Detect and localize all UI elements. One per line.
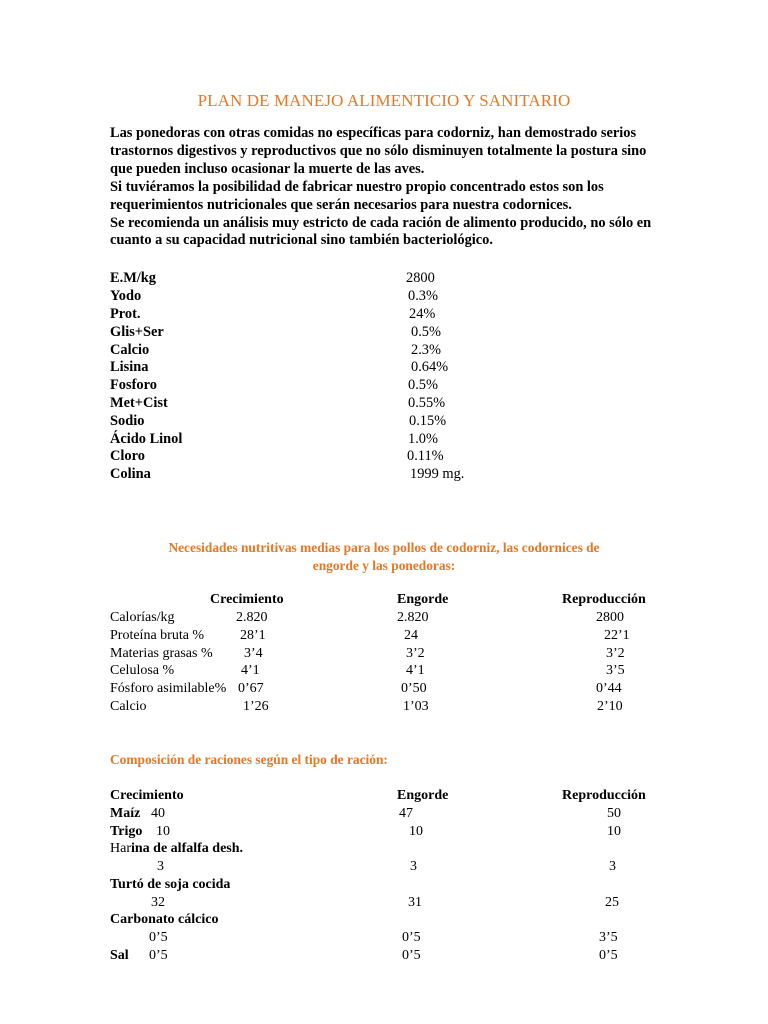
req-label-fosforo: Fosforo	[110, 377, 157, 393]
needs-heading-line1: Necesidades nutritivas medias para los pollos de codorniz, las codornices de	[168, 540, 600, 555]
req-label-lisina: Lisina	[110, 359, 149, 375]
req-label-glis: Glis+Ser	[110, 324, 164, 340]
page-title: PLAN DE MANEJO ALIMENTICIO Y SANITARIO	[197, 91, 571, 110]
req-label-cloro: Cloro	[110, 448, 145, 464]
comp-label-harina	[110, 841, 243, 857]
comp-label-carbonato: Carbonato cálcico	[110, 912, 219, 927]
req-value-lisina: 0.64%	[411, 359, 449, 375]
needs-cell: 0’67	[238, 681, 264, 696]
req-label-calcio: Calcio	[110, 342, 150, 358]
needs-cell: 2’10	[597, 699, 623, 714]
req-label-em: E.M/kg	[110, 270, 156, 286]
needs-cell: 22’1	[604, 628, 630, 643]
comp-cell: 0’5	[149, 930, 168, 945]
needs-cell: 1’03	[403, 699, 429, 714]
comp-cell: 0’5	[402, 948, 421, 963]
needs-cell: 28’1	[240, 628, 266, 643]
intro-paragraph-3: Se recomienda un análisis muy estricto de cada ración de alimento producido, no sólo en cuanto a su capacidad nutricional sino también bacteriológico.	[110, 214, 652, 249]
intro-text	[110, 125, 670, 250]
req-label-prot: Prot.	[110, 306, 141, 322]
needs-heading-line2: engorde y las ponedoras:	[312, 558, 456, 573]
req-value-metcist: 0.55%	[408, 395, 446, 411]
comp-cell: 0’5	[599, 948, 618, 963]
intro-paragraph-2: Si tuviéramos la posibilidad de fabricar nuestro propio concentrado estos son los requerimientos nutricionales que serán necesarios para nuestra codornices.	[110, 178, 604, 213]
comp-header-crecimiento: Crecimiento	[110, 788, 184, 803]
req-value-em: 2800	[406, 270, 435, 286]
req-value-yodo: 0.3%	[408, 288, 438, 304]
comp-label-sal: Sal	[110, 948, 129, 963]
comp-cell: 3	[157, 859, 164, 874]
comp-cell: 10	[607, 824, 621, 839]
comp-cell: 3	[410, 859, 417, 874]
comp-cell: 25	[605, 895, 619, 910]
req-value-colina: 1999 mg.	[410, 466, 465, 482]
needs-cell: 3’2	[406, 646, 425, 661]
comp-cell: 31	[408, 895, 422, 910]
needs-heading	[110, 539, 658, 575]
needs-row-label: Calorías/kg	[110, 610, 175, 625]
intro-paragraph-1: Las ponedoras con otras comidas no específicas para codorniz, han demostrado serios trastornos digestivos y reproductivos que no sólo disminuyen totalmente la postura sino que pueden incluso ocasionar la muerte de las aves.	[110, 125, 647, 177]
needs-cell: 2.820	[397, 610, 429, 625]
comp-cell: 47	[399, 806, 413, 821]
req-label-colina: Colina	[110, 466, 151, 482]
needs-row-label: Proteína bruta %	[110, 628, 205, 643]
needs-header-crecimiento: Crecimiento	[210, 592, 284, 607]
comp-header-reproduccion: Reproducción	[562, 788, 646, 803]
comp-cell: 0’5	[149, 948, 168, 963]
composition-heading: Composición de raciones según el tipo de ración:	[110, 752, 388, 767]
needs-cell: 3’5	[606, 663, 625, 678]
needs-row-label: Fósforo asimilable%	[110, 681, 227, 696]
req-value-glis: 0.5%	[411, 324, 441, 340]
req-value-cloro: 0.11%	[407, 448, 444, 464]
needs-cell: 0’50	[401, 681, 427, 696]
comp-cell: 3	[609, 859, 616, 874]
comp-cell: 10	[409, 824, 423, 839]
needs-row-label: Materias grasas %	[110, 646, 213, 661]
comp-cell: 0’5	[402, 930, 421, 945]
req-label-yodo: Yodo	[110, 288, 142, 304]
comp-label-harina-a: Har	[110, 841, 131, 856]
needs-row-label: Celulosa %	[110, 663, 175, 678]
needs-header-reproduccion: Reproducción	[562, 592, 646, 607]
req-label-acido: Ácido Linol	[110, 431, 183, 447]
req-label-sodio: Sodio	[110, 413, 145, 429]
needs-cell: 2800	[596, 610, 624, 625]
comp-cell: 10	[156, 824, 170, 839]
req-label-metcist: Met+Cist	[110, 395, 168, 411]
needs-cell: 0’44	[596, 681, 622, 696]
needs-row-label: Calcio	[110, 699, 147, 714]
comp-cell: 32	[151, 895, 165, 910]
comp-header-engorde: Engorde	[397, 788, 449, 803]
needs-cell: 3’2	[606, 646, 625, 661]
req-value-prot: 24%	[409, 306, 436, 322]
comp-cell: 50	[607, 806, 621, 821]
req-value-acido: 1.0%	[408, 431, 438, 447]
needs-cell: 1’26	[243, 699, 269, 714]
req-value-fosforo: 0.5%	[408, 377, 438, 393]
needs-cell: 2.820	[236, 610, 268, 625]
needs-cell: 24	[404, 628, 418, 643]
req-value-calcio: 2.3%	[411, 342, 441, 358]
comp-label-turto: Turtó de soja cocida	[110, 877, 231, 892]
comp-label-maiz: Maíz	[110, 806, 141, 821]
needs-cell: 3’4	[244, 646, 263, 661]
comp-cell: 40	[151, 806, 165, 821]
comp-cell: 3’5	[599, 930, 618, 945]
needs-header-engorde: Engorde	[397, 592, 449, 607]
comp-label-trigo: Trigo	[110, 824, 143, 839]
comp-label-harina-b: ina de alfalfa desh.	[131, 841, 244, 856]
needs-cell: 4’1	[406, 663, 425, 678]
needs-cell: 4’1	[241, 663, 260, 678]
req-value-sodio: 0.15%	[409, 413, 447, 429]
